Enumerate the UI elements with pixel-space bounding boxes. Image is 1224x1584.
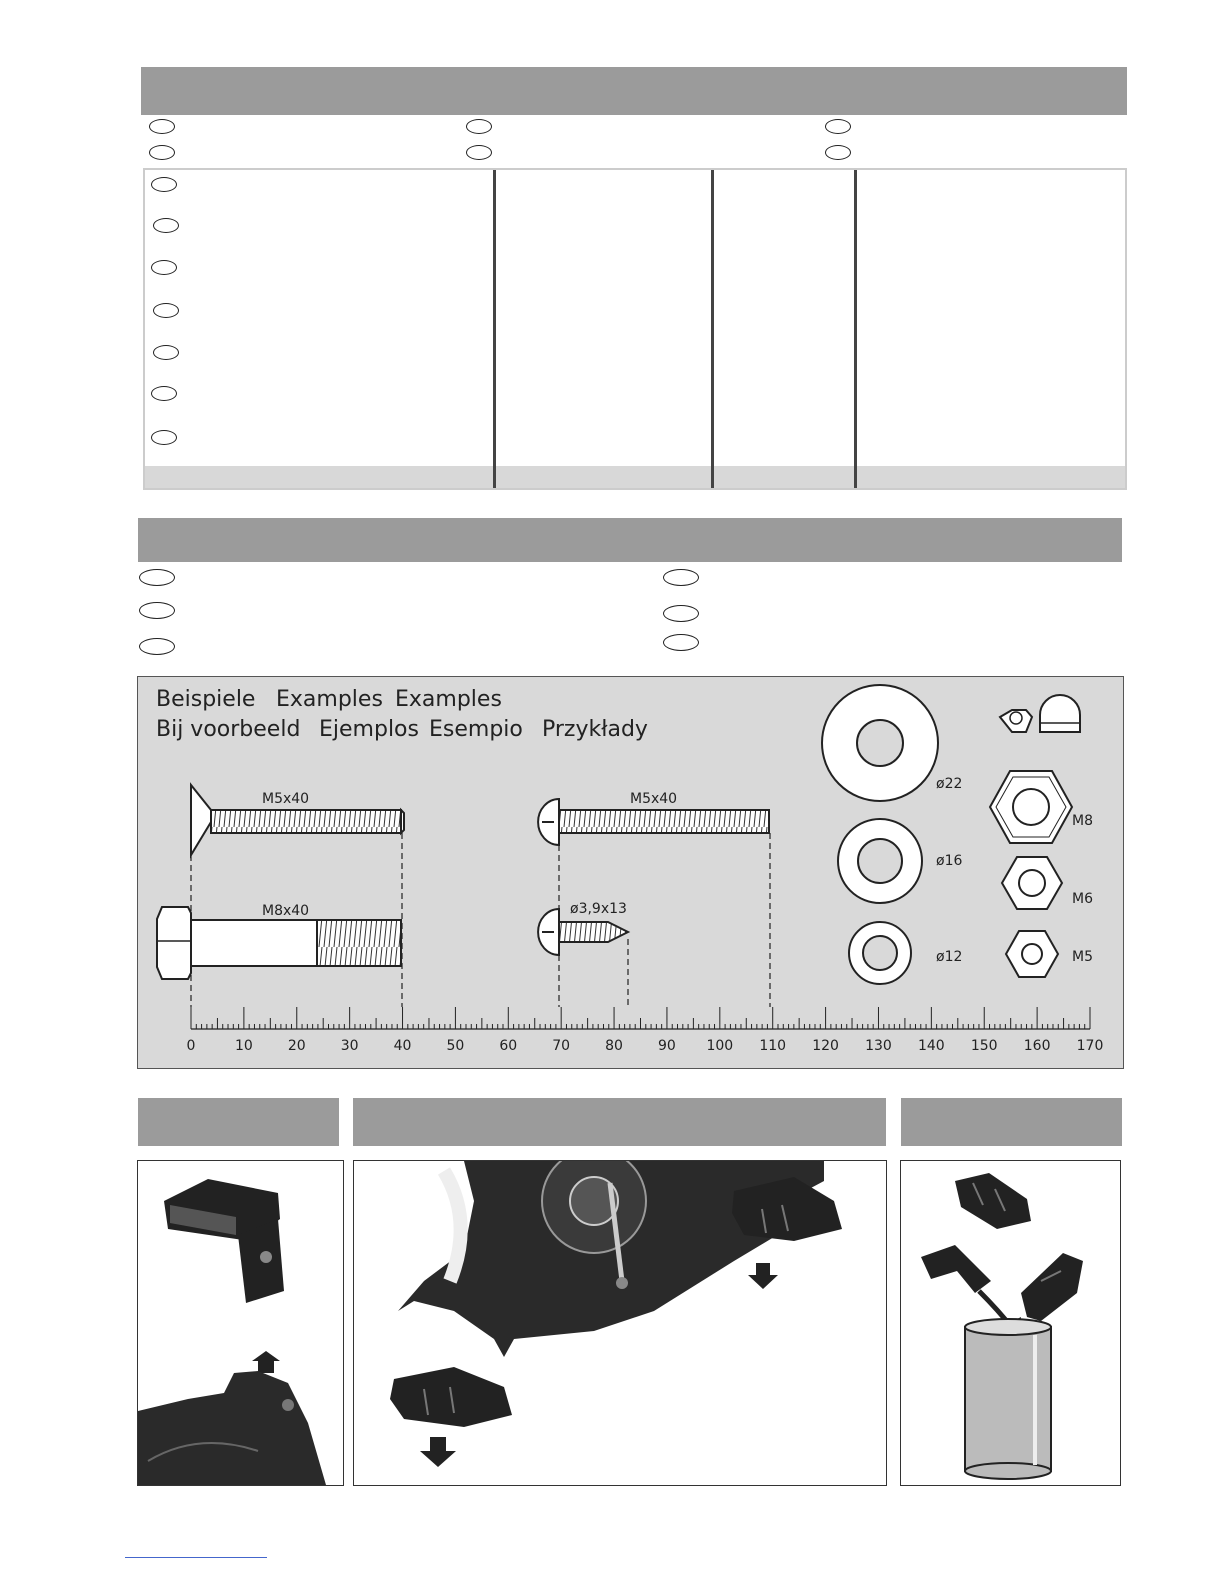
panel-cap-collection bbox=[900, 1160, 1121, 1486]
page-footer-link-line bbox=[125, 1557, 267, 1558]
lang-oval bbox=[151, 386, 177, 401]
lang-oval bbox=[151, 430, 177, 445]
hex-bolt bbox=[157, 903, 401, 979]
lang-oval bbox=[149, 119, 175, 134]
cap-insert-illustration bbox=[138, 1161, 343, 1485]
ruler-label: 130 bbox=[865, 1038, 892, 1054]
ruler-label: 30 bbox=[340, 1038, 359, 1054]
hardware-scale-box bbox=[137, 676, 1124, 1069]
nut-label: M5 bbox=[1072, 949, 1093, 965]
ruler-label: 90 bbox=[658, 1038, 676, 1054]
panel-feet-caps bbox=[353, 1160, 887, 1486]
hardware-drawing bbox=[138, 677, 1123, 1068]
cap-collection-illustration bbox=[901, 1161, 1120, 1485]
panel-header-left bbox=[138, 1098, 339, 1146]
examples-label: Przykłady bbox=[542, 717, 648, 742]
section1-header-bar bbox=[141, 67, 1127, 115]
lang-oval bbox=[825, 119, 851, 134]
examples-label: Examples bbox=[395, 687, 502, 712]
screw-label: M5x40 bbox=[630, 791, 678, 807]
ruler-label: 120 bbox=[812, 1038, 839, 1054]
lang-oval bbox=[663, 634, 699, 651]
washers bbox=[822, 685, 962, 984]
panel-header-right bbox=[901, 1098, 1122, 1146]
washer-label: ø16 bbox=[936, 853, 963, 869]
table-footer bbox=[145, 466, 1125, 488]
ruler-label: 140 bbox=[917, 1038, 945, 1054]
lang-oval bbox=[153, 345, 179, 360]
nut-label: M6 bbox=[1072, 891, 1093, 907]
column-divider bbox=[493, 170, 496, 488]
lang-oval bbox=[139, 638, 175, 655]
screw-label: M5x40 bbox=[262, 791, 310, 807]
ruler-label: 150 bbox=[970, 1038, 998, 1054]
examples-label: Ejemplos bbox=[319, 717, 419, 742]
hex-nuts bbox=[990, 771, 1093, 977]
screw-label: ø3,9x13 bbox=[570, 901, 627, 917]
lang-oval bbox=[149, 145, 175, 160]
lang-oval bbox=[825, 145, 851, 160]
lang-oval bbox=[151, 260, 177, 275]
tapping-screw bbox=[538, 901, 628, 955]
column-divider bbox=[854, 170, 857, 488]
ruler-label: 70 bbox=[552, 1038, 571, 1054]
ruler-label: 80 bbox=[605, 1038, 623, 1054]
washer-label: ø22 bbox=[936, 776, 963, 792]
lock-nut-icons bbox=[1000, 695, 1080, 732]
ruler-label: 40 bbox=[393, 1038, 412, 1054]
ruler-label: 0 bbox=[186, 1038, 196, 1054]
lang-oval bbox=[466, 119, 492, 134]
lang-oval bbox=[139, 569, 175, 586]
examples-label: Beispiele bbox=[156, 687, 256, 712]
nut-label: M8 bbox=[1072, 813, 1093, 829]
section2-header-bar bbox=[138, 518, 1122, 562]
ruler-label: 110 bbox=[759, 1038, 787, 1054]
parts-table bbox=[143, 168, 1127, 490]
ruler-label: 60 bbox=[499, 1038, 518, 1054]
examples-label: Esempio bbox=[429, 717, 523, 742]
ruler-label: 160 bbox=[1023, 1038, 1051, 1054]
lang-oval bbox=[663, 605, 699, 622]
panel-header-middle bbox=[353, 1098, 886, 1146]
countersunk-screw bbox=[191, 785, 404, 855]
examples-label: Examples bbox=[276, 687, 383, 712]
lang-oval bbox=[153, 218, 179, 233]
millimeter-ruler bbox=[187, 1007, 1104, 1054]
ruler-label: 20 bbox=[287, 1038, 306, 1054]
lang-oval bbox=[663, 569, 699, 586]
examples-label: Bij voorbeeld bbox=[156, 717, 301, 742]
feet-caps-illustration bbox=[354, 1161, 886, 1485]
pan-head-screw bbox=[538, 791, 769, 845]
lang-oval bbox=[466, 145, 492, 160]
ruler-label: 170 bbox=[1076, 1038, 1104, 1054]
ruler-label: 50 bbox=[446, 1038, 465, 1054]
washer-label: ø12 bbox=[936, 949, 963, 965]
ruler-label: 100 bbox=[706, 1038, 734, 1054]
ruler-label: 10 bbox=[234, 1038, 253, 1054]
column-divider bbox=[711, 170, 714, 488]
lang-oval bbox=[153, 303, 179, 318]
screw-label: M8x40 bbox=[262, 903, 310, 919]
lang-oval bbox=[151, 177, 177, 192]
lang-oval bbox=[139, 602, 175, 619]
panel-cap-insert bbox=[137, 1160, 344, 1486]
